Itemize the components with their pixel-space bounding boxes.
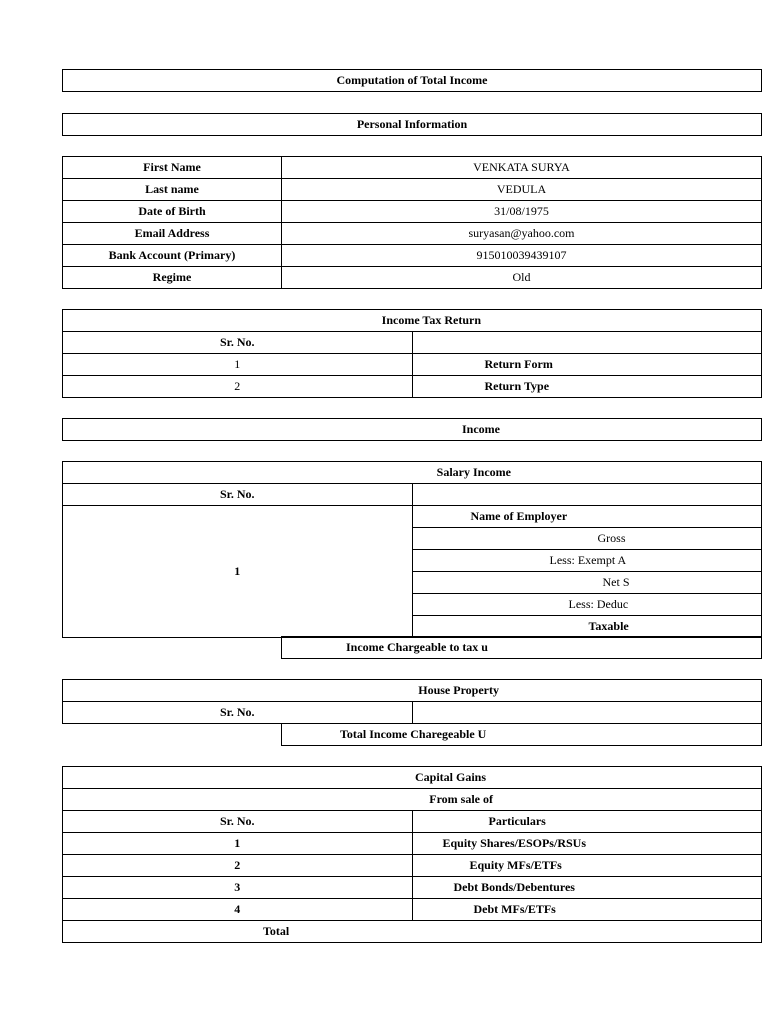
main-title: Computation of Total Income bbox=[63, 70, 762, 92]
table-row bbox=[63, 921, 762, 943]
sr-cell: 1 bbox=[63, 354, 413, 376]
house-total-label: Total Income Charegeable U bbox=[282, 724, 762, 746]
sr-cell: 1 bbox=[63, 833, 413, 855]
table-row bbox=[63, 201, 762, 223]
row-label: Return Form bbox=[412, 354, 762, 376]
salary-line: Gross bbox=[412, 528, 762, 550]
table-row bbox=[63, 267, 762, 289]
table-row bbox=[63, 833, 762, 855]
house-table bbox=[62, 679, 762, 724]
field-label: Regime bbox=[63, 267, 282, 289]
table-row bbox=[63, 223, 762, 245]
house-total-table bbox=[281, 723, 762, 746]
table-row bbox=[63, 506, 762, 528]
personal-title: Personal Information bbox=[63, 114, 762, 136]
salary-line: Less: Exempt A bbox=[412, 550, 762, 572]
row-label: Debt Bonds/Debentures bbox=[412, 877, 762, 899]
employer-label: Name of Employer bbox=[412, 506, 762, 528]
row-label: Debt MFs/ETFs bbox=[412, 899, 762, 921]
taxable-label: Taxable bbox=[412, 616, 762, 638]
field-label: Bank Account (Primary) bbox=[63, 245, 282, 267]
field-label: Date of Birth bbox=[63, 201, 282, 223]
return-title: Income Tax Return bbox=[63, 310, 762, 332]
salary-line: Less: Deduc bbox=[412, 594, 762, 616]
capital-total-label: Total bbox=[63, 921, 762, 943]
table-row bbox=[63, 702, 762, 724]
table-row bbox=[63, 484, 762, 506]
salary-chargeable-table bbox=[281, 636, 762, 659]
row-label: Return Type bbox=[412, 376, 762, 398]
return-table bbox=[62, 309, 762, 398]
income-title-table bbox=[62, 418, 762, 441]
salary-table bbox=[62, 461, 762, 638]
field-label: Last name bbox=[63, 179, 282, 201]
table-row bbox=[63, 811, 762, 833]
personal-title-table bbox=[62, 113, 762, 136]
sr-cell: 4 bbox=[63, 899, 413, 921]
capital-subtitle: From sale of bbox=[63, 789, 762, 811]
table-row bbox=[63, 855, 762, 877]
salary-title: Salary Income bbox=[63, 462, 762, 484]
table-row bbox=[63, 376, 762, 398]
particulars-header: Particulars bbox=[412, 811, 762, 833]
row-label: Equity Shares/ESOPs/RSUs bbox=[412, 833, 762, 855]
personal-info-table bbox=[62, 156, 762, 289]
main-title-table bbox=[62, 69, 762, 92]
field-label: Email Address bbox=[63, 223, 282, 245]
income-title: Income bbox=[63, 419, 762, 441]
table-row bbox=[63, 245, 762, 267]
capital-table bbox=[62, 766, 762, 943]
sr-cell: 2 bbox=[63, 376, 413, 398]
table-row bbox=[63, 354, 762, 376]
capital-title: Capital Gains bbox=[63, 767, 762, 789]
field-value: Old bbox=[282, 267, 762, 289]
field-value: 31/08/1975 bbox=[282, 201, 762, 223]
table-row bbox=[63, 332, 762, 354]
chargeable-label: Income Chargeable to tax u bbox=[282, 637, 762, 659]
field-value: VEDULA bbox=[282, 179, 762, 201]
field-value: suryasan@yahoo.com bbox=[282, 223, 762, 245]
field-value: 915010039439107 bbox=[282, 245, 762, 267]
row-label: Equity MFs/ETFs bbox=[412, 855, 762, 877]
table-row bbox=[63, 899, 762, 921]
house-title: House Property bbox=[63, 680, 762, 702]
sr-header: Sr. No. bbox=[63, 702, 413, 724]
salary-line: Net S bbox=[412, 572, 762, 594]
sr-cell: 1 bbox=[63, 506, 413, 638]
sr-cell: 3 bbox=[63, 877, 413, 899]
field-value: VENKATA SURYA bbox=[282, 157, 762, 179]
sr-header: Sr. No. bbox=[63, 332, 413, 354]
field-label: First Name bbox=[63, 157, 282, 179]
table-row bbox=[63, 179, 762, 201]
table-row bbox=[63, 877, 762, 899]
sr-cell: 2 bbox=[63, 855, 413, 877]
sr-header: Sr. No. bbox=[63, 484, 413, 506]
table-row bbox=[63, 157, 762, 179]
sr-header: Sr. No. bbox=[63, 811, 413, 833]
